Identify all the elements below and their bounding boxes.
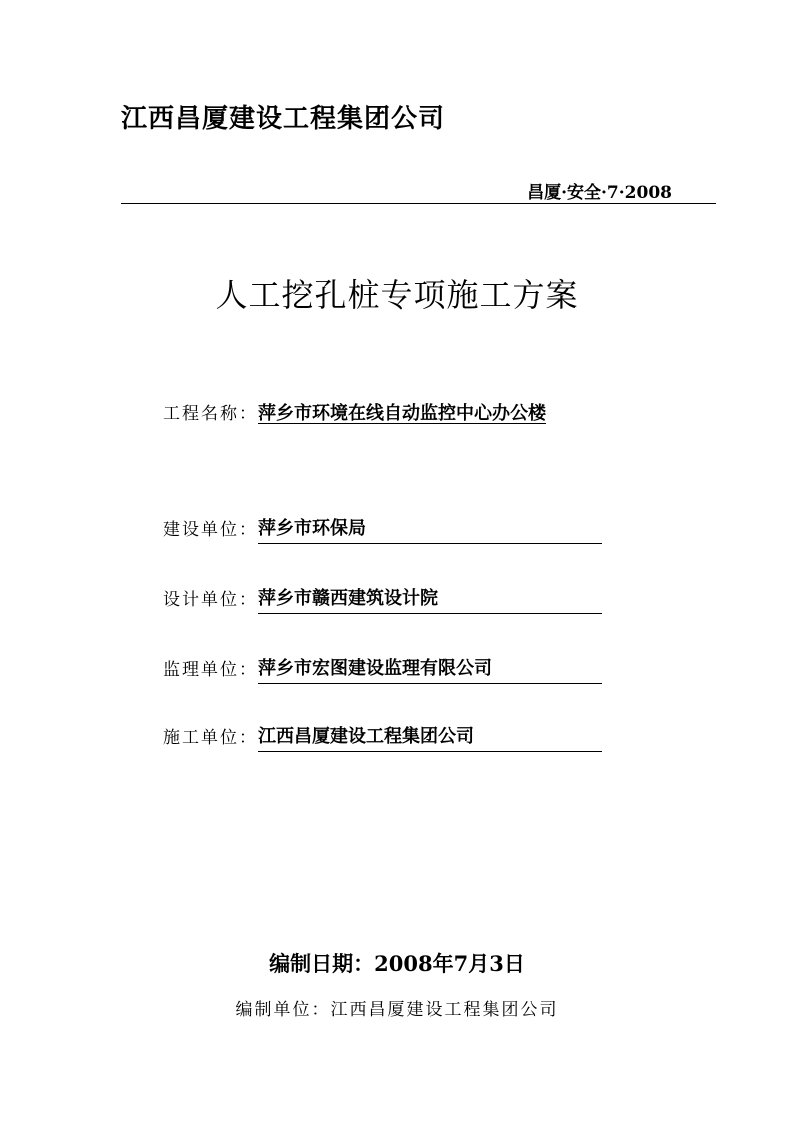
construction-owner-row — [163, 514, 602, 544]
document-code: 昌厦·安全·7·2008 — [527, 183, 672, 203]
project-name-label: 工程名称： — [163, 404, 258, 424]
compile-unit: 编制单位：江西昌厦建设工程集团公司 — [235, 1000, 559, 1020]
design-unit-label: 设计单位： — [163, 590, 258, 610]
design-unit-row — [163, 584, 602, 614]
construction-owner-value: 萍乡市环保局 — [258, 514, 602, 544]
construction-owner-label: 建设单位： — [163, 520, 258, 540]
contractor-unit-row — [163, 722, 602, 752]
company-header: 江西昌厦建设工程集团公司 — [121, 104, 446, 134]
design-unit-value: 萍乡市赣西建筑设计院 — [258, 584, 602, 614]
contractor-unit-value: 江西昌厦建设工程集团公司 — [258, 722, 602, 752]
supervision-unit-label: 监理单位： — [163, 660, 258, 680]
contractor-unit-label: 施工单位： — [163, 728, 258, 748]
header-divider — [121, 203, 716, 204]
project-name-value: 萍乡市环境在线自动监控中心办公楼 — [258, 403, 546, 424]
compile-date: 编制日期：2008年7月3日 — [269, 951, 525, 976]
supervision-unit-row — [163, 654, 602, 684]
supervision-unit-value: 萍乡市宏图建设监理有限公司 — [258, 654, 602, 684]
project-name-row — [163, 398, 546, 428]
document-title: 人工挖孔桩专项施工方案 — [215, 276, 579, 314]
